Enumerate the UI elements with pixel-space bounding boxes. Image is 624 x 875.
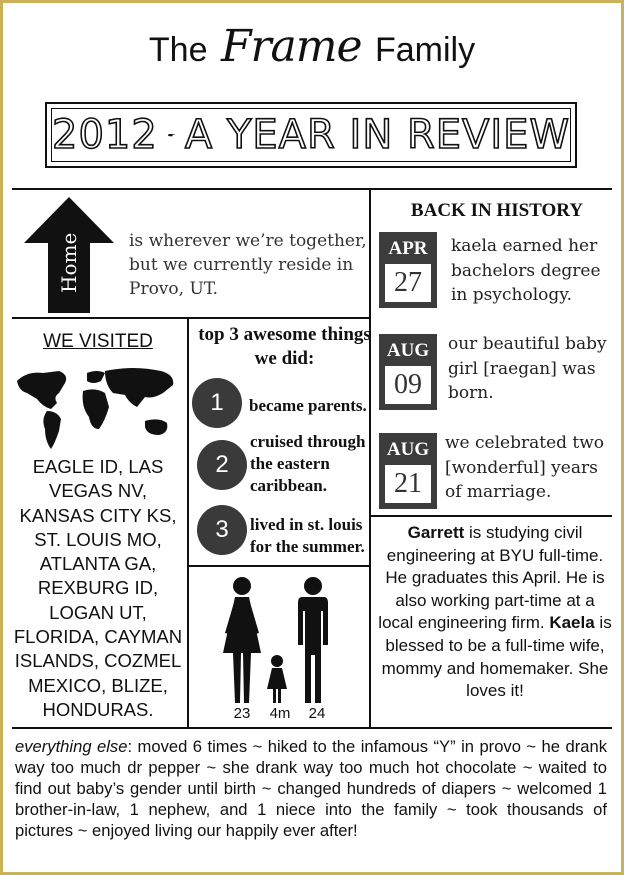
age-mom: 24: [308, 705, 326, 722]
history-text-1: kaela earned her bachelors degree in psychology.: [451, 236, 601, 305]
awesome-number-3: 3: [197, 505, 247, 555]
history-day-3: 21: [385, 465, 431, 503]
history-heading: BACK IN HISTORY: [410, 200, 584, 221]
history-month-3: AUG: [386, 439, 430, 460]
bio-text-1: is studying civil engineering at BYU full-time. He graduates this April. He is also working part-time at a local engineering firm.: [378, 523, 605, 633]
visited-heading: WE VISITED: [43, 331, 153, 352]
family-figures-icon: [213, 575, 343, 705]
awesome-number-1: 1: [192, 378, 242, 428]
history-date-3: [379, 433, 437, 509]
bio-paragraph: [377, 522, 613, 703]
divider-bottom: [12, 727, 612, 729]
history-month-2: AUG: [386, 340, 430, 361]
age-baby: 4m: [269, 705, 291, 722]
bio-name-2: Kaela: [549, 613, 595, 633]
awesome-number-2: 2: [197, 440, 247, 490]
title-prefix: The: [148, 31, 208, 69]
year-in-review-banner: [45, 102, 577, 168]
home-text: is wherever we’re together, but we currently reside in Provo, UT.: [129, 231, 367, 299]
newsletter-page: [3, 3, 621, 872]
history-date-2: [379, 334, 437, 410]
everything-else-text: : moved 6 times ~ hiked to the infamous “Y” in provo ~ he drank way too much dr pepper ~ she drank way too much hot chocolate ~ waited to find out baby’s gender until birth ~ changed hundreds of diapers ~ welcomed 1 brother-in-law, 1 nephew, and 1 niece into the family ~ took thousands of pictures ~ enjoyed living our happily ever after!: [15, 737, 607, 840]
awesome-item-2: cruised through the eastern caribbean.: [250, 432, 366, 495]
home-arrow-label: Home: [57, 232, 81, 293]
awesome-item-1: became parents.: [249, 396, 367, 415]
history-month-1: APR: [388, 238, 428, 259]
banner-text: A YEAR IN REVIEW: [184, 112, 570, 158]
everything-else-paragraph: [15, 736, 607, 841]
divider-vertical-left: [187, 317, 189, 728]
page-title: [3, 21, 621, 74]
history-text-2: our beautiful baby girl [raegan] was born.: [448, 334, 607, 403]
pointing-hand-icon: [168, 115, 175, 155]
age-dad: 23: [233, 705, 251, 722]
visited-places: EAGLE ID, LAS VEGAS NV, KANSAS CITY KS, ST. LOUIS MO, ATLANTA GA, REXBURG ID, LOGAN UT, FLORIDA, CAYMAN ISLANDS, COZMEL MEXICO, BLIZE, HONDURAS.: [13, 456, 183, 720]
history-day-2: 09: [385, 366, 431, 404]
title-suffix: Family: [374, 31, 476, 69]
divider-home: [12, 317, 369, 319]
awesome-heading: top 3 awesome things we did:: [198, 324, 371, 369]
divider-top: [12, 188, 612, 190]
everything-else-label: everything else: [15, 737, 128, 756]
awesome-item-3: lived in st. louis for the summer.: [250, 515, 365, 556]
history-date-1: [379, 232, 437, 308]
banner-year: 2012: [52, 112, 158, 158]
bio-text-2: is blessed to be a full-time wife, mommy and homemaker. She loves it!: [381, 613, 612, 701]
divider-bio: [369, 515, 612, 517]
title-family-name: Frame: [220, 21, 362, 72]
history-day-1: 27: [385, 264, 431, 302]
bio-name-1: Garrett: [407, 523, 465, 542]
history-text-3: we celebrated two [wonderful] years of marriage.: [445, 433, 605, 502]
world-map-icon: [13, 363, 181, 453]
divider-family: [187, 565, 369, 567]
